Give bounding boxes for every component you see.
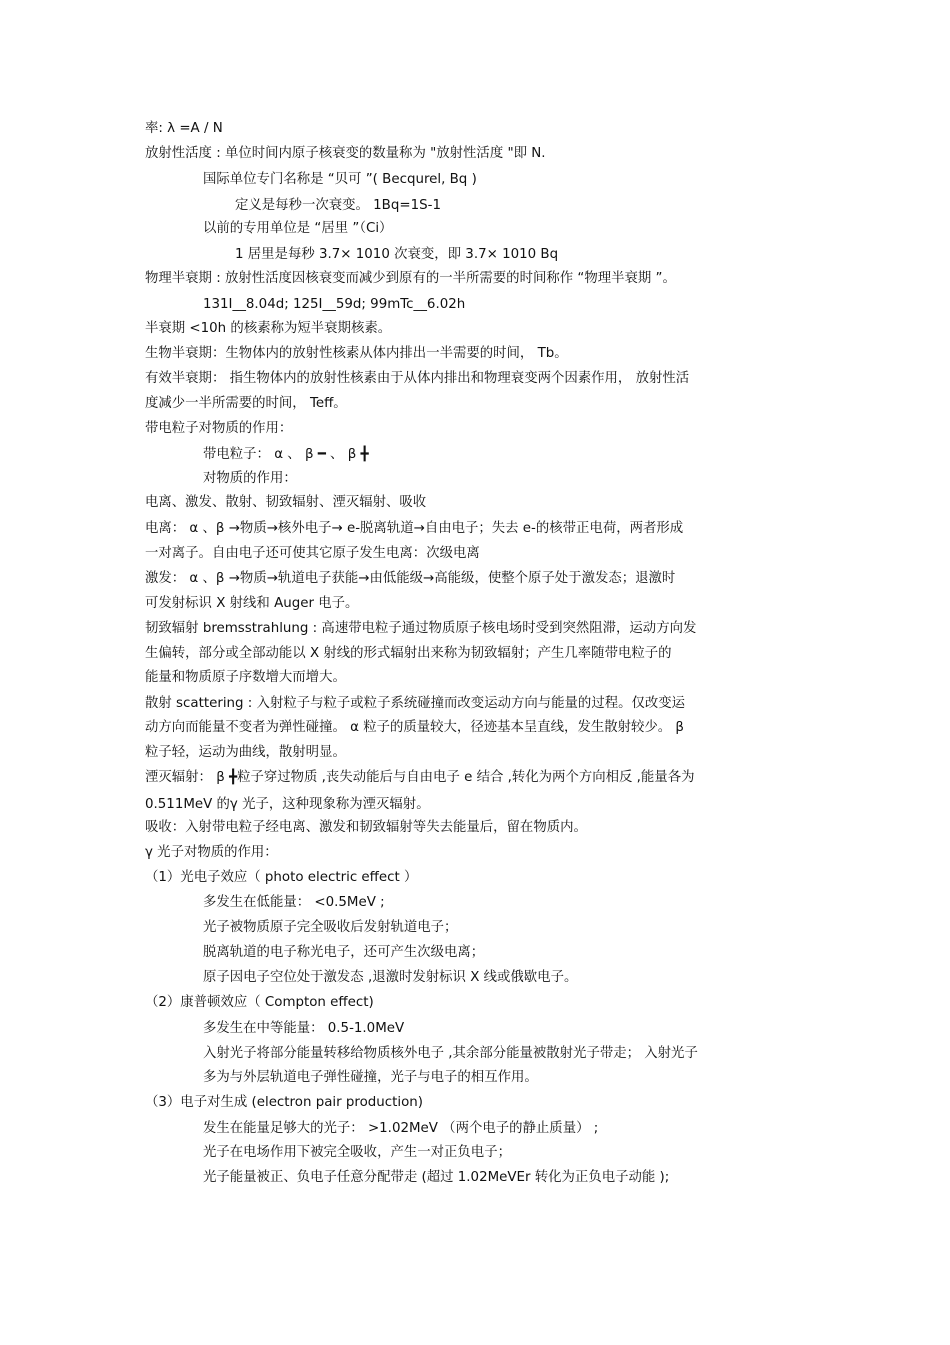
- text-line: 多为与外层轨道电子弹性碰撞，光子与电子的相互作用。: [203, 1070, 538, 1085]
- text-line: 定义是每秒一次衰变。 1Bq=1S-1: [235, 198, 441, 213]
- text-line: 以前的专用单位是 “居里 ”（Ci）: [203, 221, 393, 236]
- text-line: （1）光电子效应（ photo electric effect ）: [145, 870, 418, 885]
- text-line: 对物质的作用：: [203, 471, 297, 486]
- text-line: 湮灭辐射： β ╋粒子穿过物质 ,丧失动能后与自由电子 e 结合 ,转化为两个方向相反 ,能量各为: [145, 770, 695, 785]
- text-line: 多发生在中等能量： 0.5-1.0MeV: [203, 1021, 405, 1036]
- text-line: 粒子轻，运动为曲线，散射明显。: [145, 745, 346, 760]
- text-line: 脱离轨道的电子称光电子，还可产生次级电离；: [203, 945, 485, 960]
- text-line: （2）康普顿效应（ Compton effect): [145, 995, 374, 1010]
- text-line: 能量和物质原子序数增大而增大。: [145, 670, 346, 685]
- text-line: 率: λ =A / N: [145, 121, 223, 136]
- text-line: 半衰期 <10h 的核素称为短半衰期核素。: [145, 321, 392, 336]
- text-line: （3）电子对生成 (electron pair production): [145, 1095, 424, 1110]
- text-line: 光子被物质原子完全吸收后发射轨道电子；: [203, 920, 458, 935]
- text-line: 发生在能量足够大的光子： >1.02MeV （两个电子的静止质量） ;: [203, 1121, 599, 1136]
- text-line: 可发射标识 X 射线和 Auger 电子。: [145, 596, 359, 611]
- text-line: 光子能量被正、负电子任意分配带走 (超过 1.02MeVEr 转化为正负电子动能 );: [203, 1170, 670, 1185]
- text-line: γ 光子对物质的作用：: [145, 845, 278, 860]
- text-line: 吸收：入射带电粒子经电离、激发和韧致辐射等失去能量后，留在物质内。: [145, 820, 587, 835]
- text-line: 1 居里是每秒 3.7× 1010 次衰变，即 3.7× 1010 Bq: [235, 247, 559, 262]
- text-line: 物理半衰期 : 放射性活度因核衰变而减少到原有的一半所需要的时间称作 “物理半衰期 ”。: [145, 271, 676, 286]
- text-line: 131I__8.04d; 125I__59d; 99mTc__6.02h: [203, 297, 466, 312]
- text-line: 0.511MeV 的γ 光子，这种现象称为湮灭辐射。: [145, 797, 430, 812]
- text-line: 带电粒子对物质的作用：: [145, 421, 293, 436]
- text-line: 一对离子。自由电子还可使其它原子发生电离：次级电离: [145, 546, 480, 561]
- text-line: 有效半衰期： 指生物体内的放射性核素由于从体内排出和物理衰变两个因素作用， 放射性活: [145, 371, 690, 386]
- text-line: 电离： α 、β →物质→核外电子→ e-脱离轨道→自由电子；失去 e-的核带正电荷，两者形成: [145, 521, 684, 536]
- text-line: 生物半衰期：生物体内的放射性核素从体内排出一半需要的时间， Tb。: [145, 346, 568, 361]
- text-line: 光子在电场作用下被完全吸收，产生一对正负电子；: [203, 1145, 511, 1160]
- text-line: 韧致辐射 bremsstrahlung : 高速带电粒子通过物质原子核电场时受到突然阻滞，运动方向发: [145, 621, 697, 636]
- text-line: 国际单位专门名称是 “贝可 ”( Becqurel, Bq ): [203, 172, 477, 187]
- text-line: 入射光子将部分能量转移给物质核外电子 ,其余部分能量被散射光子带走； 入射光子: [203, 1046, 698, 1061]
- text-line: 放射性活度 : 单位时间内原子核衰变的数量称为 "放射性活度 "即 N.: [145, 146, 546, 161]
- text-line: 生偏转，部分或全部动能以 X 射线的形式辐射出来称为韧致辐射；产生几率随带电粒子的: [145, 646, 672, 661]
- text-line: 带电粒子： α 、 β ━ 、 β ╋: [203, 447, 369, 462]
- text-line: 动方向而能量不变者为弹性碰撞。 α 粒子的质量较大，径迹基本呈直线，发生散射较少。 β: [145, 720, 684, 735]
- text-line: 激发： α 、β →物质→轨道电子获能→由低能级→高能级，使整个原子处于激发态；退激时: [145, 571, 676, 586]
- text-line: 电离、激发、散射、韧致辐射、湮灭辐射、吸收: [145, 495, 427, 510]
- text-line: 多发生在低能量： <0.5MeV ;: [203, 895, 385, 910]
- text-line: 散射 scattering : 入射粒子与粒子或粒子系统碰撞而改变运动方向与能量的过程。仅改变运: [145, 696, 686, 711]
- text-line: 原子因电子空位处于激发态 ,退激时发射标识 X 线或俄歇电子。: [203, 970, 578, 985]
- text-line: 度减少一半所需要的时间， Teff。: [145, 396, 347, 411]
